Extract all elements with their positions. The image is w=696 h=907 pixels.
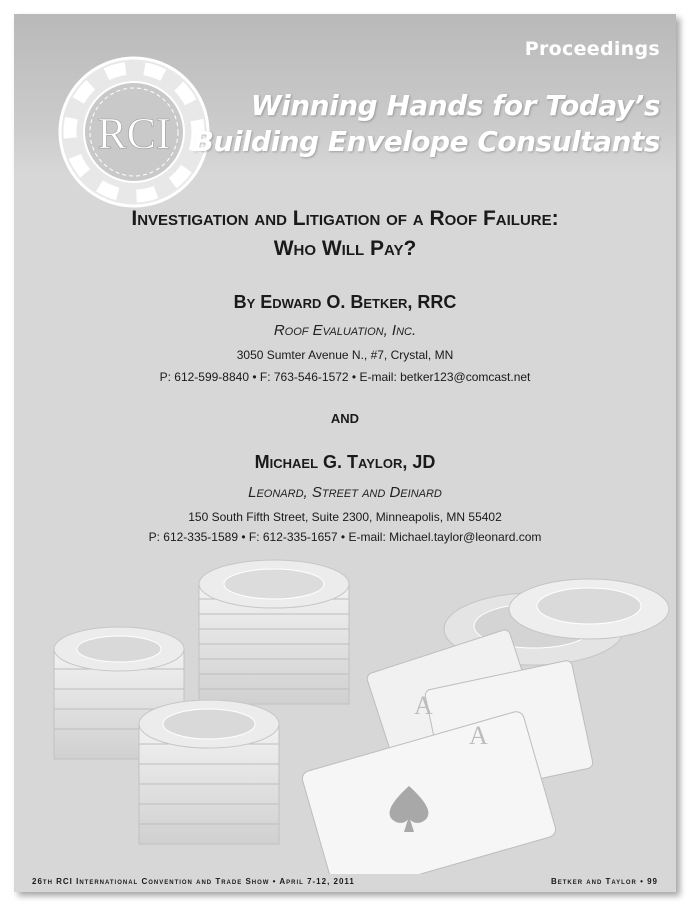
svg-text:A: A	[414, 691, 433, 720]
section-label: Proceedings	[524, 38, 660, 60]
author-2-byline: Michael G. Taylor, JD	[254, 452, 436, 472]
title-line-1: Investigation and Litigation of a Roof Failure:	[131, 207, 559, 230]
logo-text: RCI	[97, 109, 171, 158]
author-1-byline: By Edward O. Betker, RRC	[233, 292, 457, 312]
article-title	[14, 204, 676, 264]
author-1-org: Roof Evaluation, Inc.	[273, 322, 417, 339]
author-2-org: Leonard, Street and Deinard	[248, 484, 442, 501]
chip-stack-front	[139, 700, 279, 844]
svg-text:A: A	[469, 721, 488, 750]
chip-stack-center	[199, 560, 349, 704]
author-1-address: 3050 Sumter Avenue N., #7, Crystal, MN	[236, 348, 454, 362]
rci-chip-logo	[54, 52, 214, 212]
conjunction: AND	[330, 411, 360, 426]
page-sheet	[14, 14, 676, 892]
footer-left: 26th RCI International Convention and Trade Show • April 7-12, 2011	[32, 877, 355, 886]
tagline-line-1: Winning Hands for Today’s	[250, 89, 660, 122]
author-2-contact: P: 612-335-1589 • F: 612-335-1657 • E-mail: Michael.taylor@leonard.com	[148, 530, 542, 544]
poker-chips-illustration	[14, 554, 676, 874]
footer-right: Betker and Taylor • 99	[550, 877, 658, 886]
title-line-2: Who Will Pay?	[273, 237, 417, 260]
tagline-line-2: Building Envelope Consultants	[192, 125, 660, 158]
tagline	[193, 88, 660, 160]
author-1-contact: P: 612-599-8840 • F: 763-546-1572 • E-mail: betker123@comcast.net	[159, 370, 531, 384]
author-2-address: 150 South Fifth Street, Suite 2300, Minneapolis, MN 55402	[188, 510, 502, 524]
